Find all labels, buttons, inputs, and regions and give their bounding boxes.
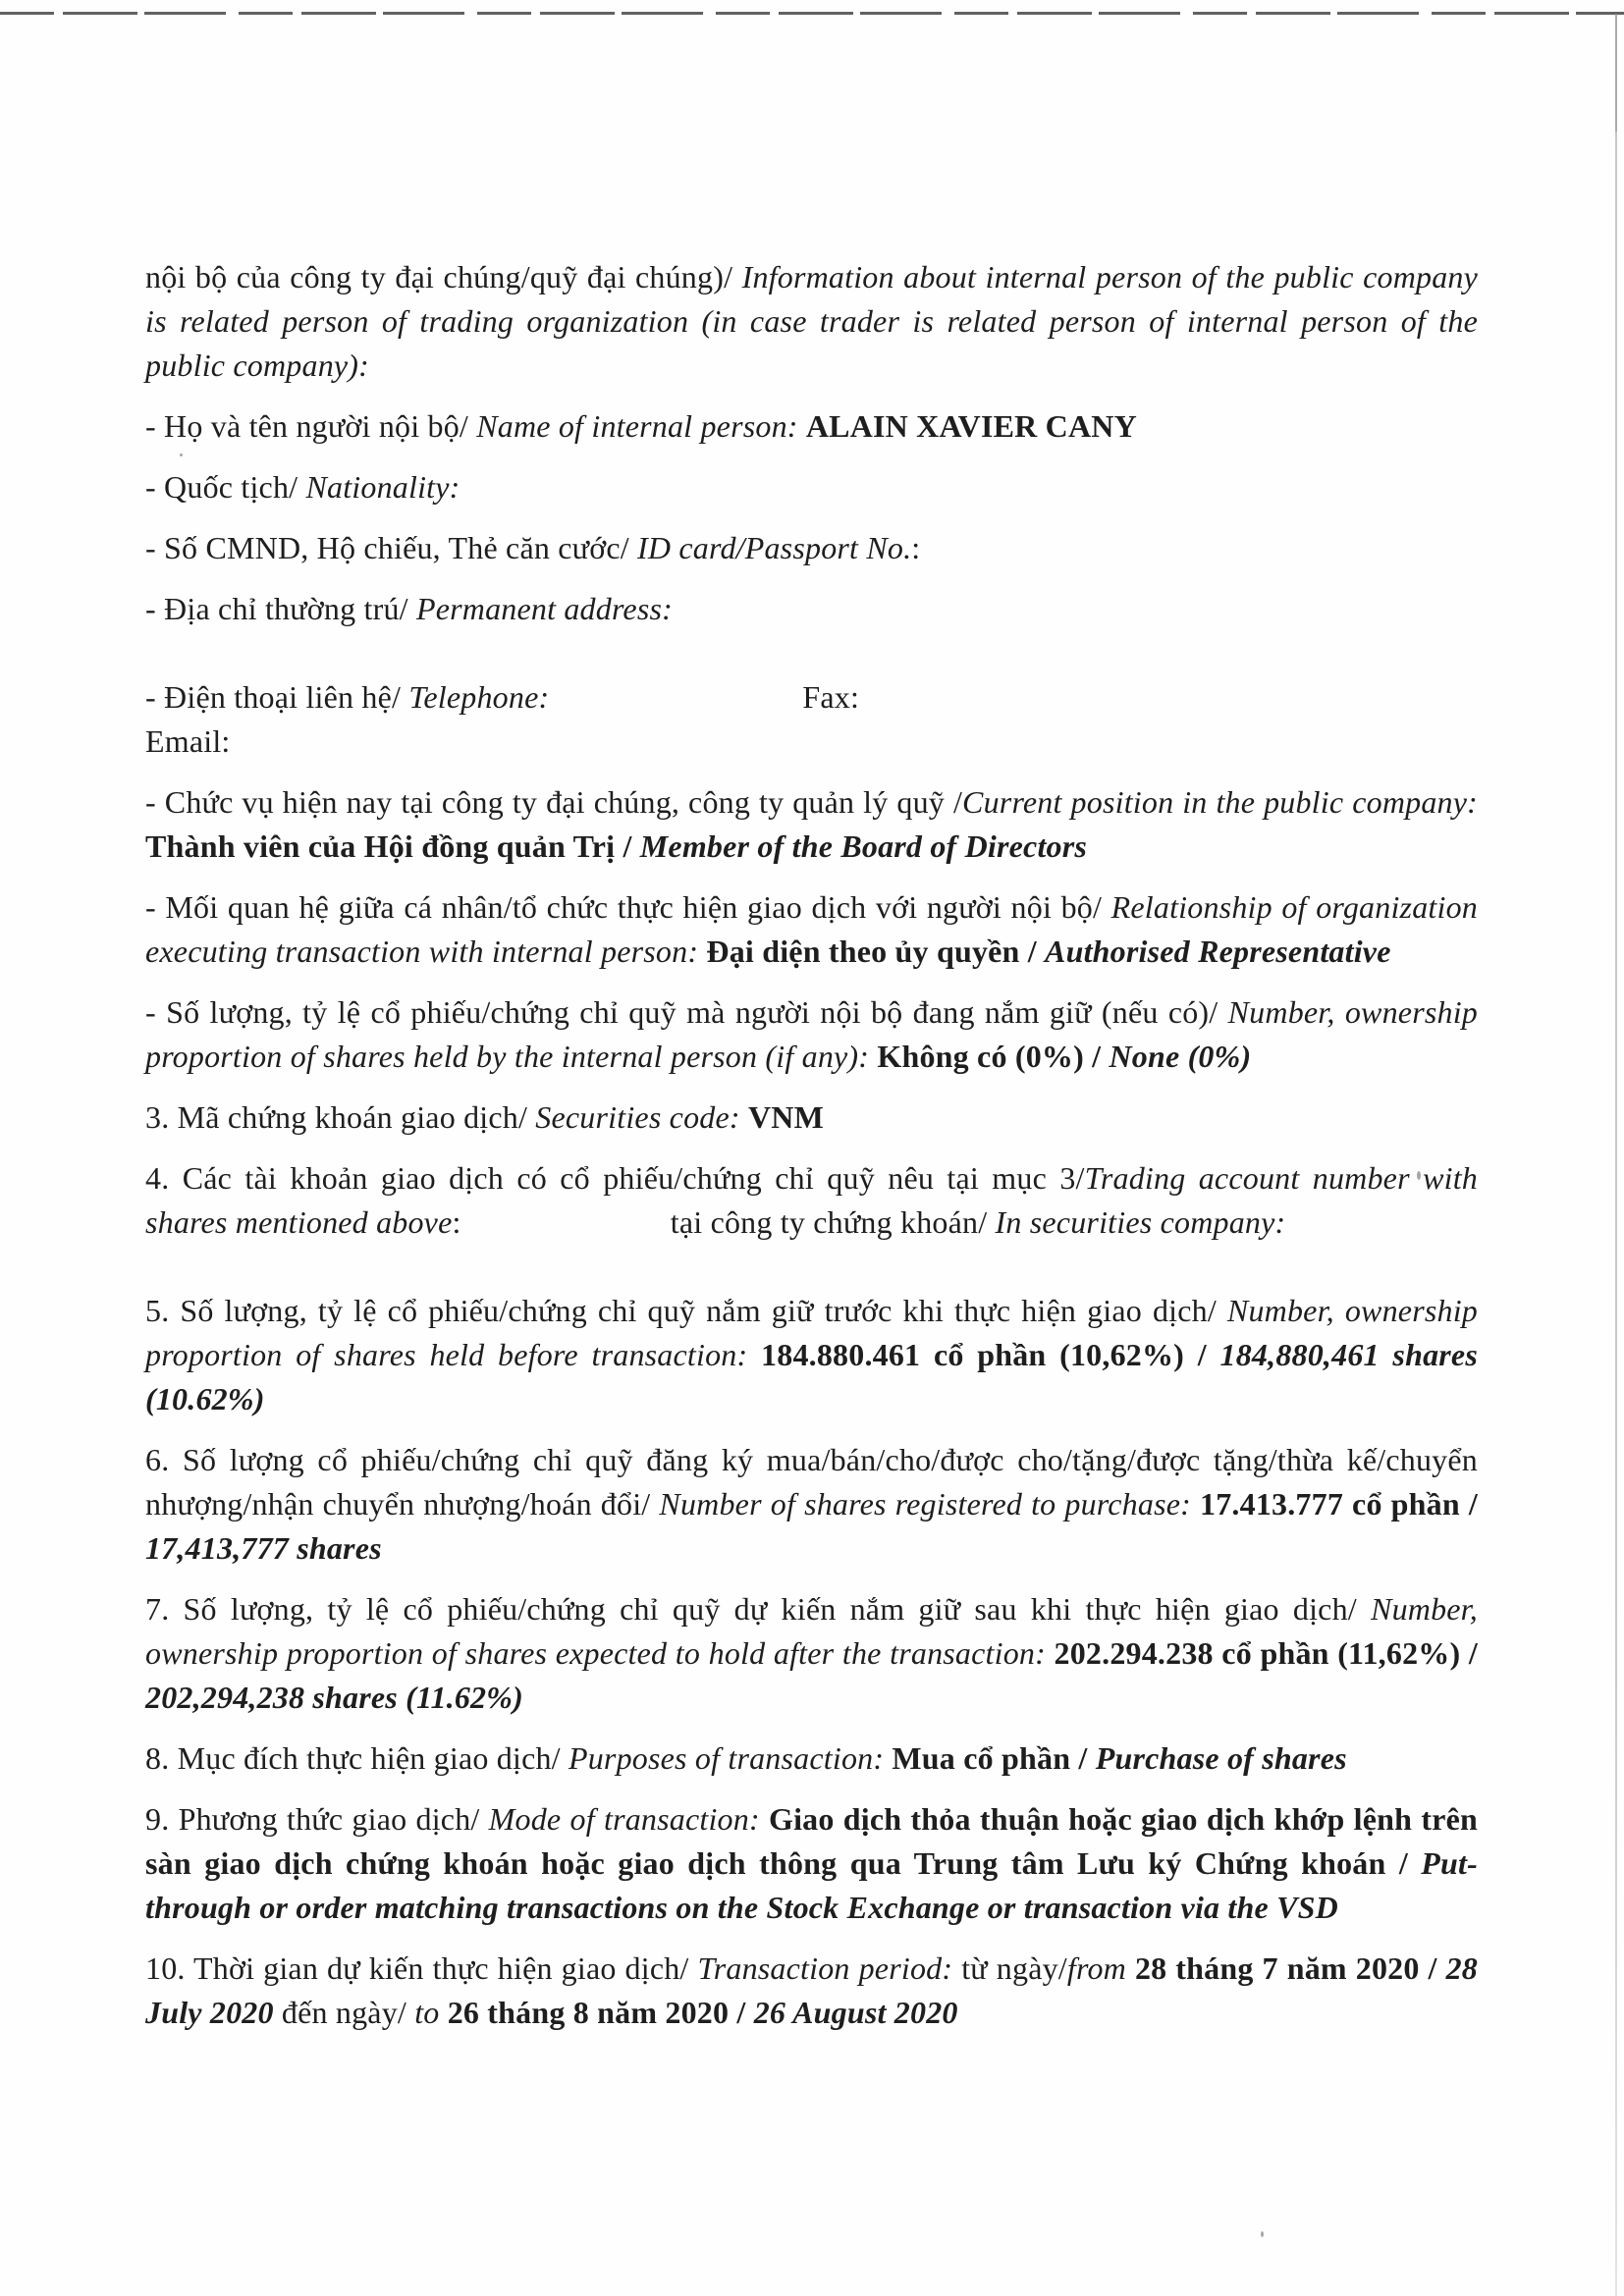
text-run: Name of internal person: — [476, 408, 806, 444]
text-run: 28 tháng 7 năm 2020 — [1134, 1950, 1420, 1986]
text-run: / — [1019, 934, 1046, 969]
text-run: 17,413,777 shares — [145, 1530, 382, 1566]
text-run: Mode of transaction: — [488, 1801, 769, 1837]
text-run: 202.294.238 cổ phần (11,62%) — [1054, 1635, 1461, 1671]
text-run: Permanent address: — [415, 591, 673, 626]
text-run: / — [1459, 1486, 1478, 1522]
text-run: - Mối quan hệ giữa cá nhân/tổ chức thực hiện giao dịch với người nội bộ/ — [145, 889, 1111, 925]
text-run: 26 tháng 8 năm 2020 — [447, 1995, 730, 2030]
scan-speck — [1261, 2231, 1264, 2237]
text-run: 10. Thời gian dự kiến thực hiện giao dịch/ — [145, 1950, 698, 1986]
text-run: 6. Số lượng cổ phiếu/chứng chỉ quỹ đăng ký mua/bán/cho/được cho/tặng/được tặng/thừa kế/chuyển nhượng/nhận chuyển nhượng/hoán đổi/ — [145, 1442, 1478, 1522]
text-run: / — [615, 828, 640, 864]
text-run: - Số lượng, tỷ lệ cổ phiếu/chứng chỉ quỹ mà người nội bộ đang nắm giữ (nếu có)/ — [145, 994, 1228, 1030]
text-run: Trading account number with shares mentioned above — [145, 1160, 1478, 1240]
text-run: từ ngày/ — [961, 1950, 1067, 1986]
text-run: Number, ownership proportion of shares expected to hold after the transaction: — [145, 1591, 1478, 1671]
field-internal-person-name — [145, 404, 1478, 449]
text-run: - Quốc tịch/ — [145, 469, 306, 505]
item-4-trading-account — [145, 1156, 1478, 1245]
text-run: to — [414, 1995, 448, 2030]
field-telephone-fax — [145, 675, 1478, 720]
inline-gap-spacer — [469, 1232, 671, 1233]
field-shares-held-by-internal-person — [145, 990, 1478, 1079]
item-10-transaction-period — [145, 1947, 1478, 2035]
text-run: - Địa chỉ thường trú/ — [145, 591, 416, 626]
text-run: Number, ownership proportion of shares held by the internal person (if any): — [145, 994, 1478, 1074]
item-3-securities-code — [145, 1095, 1478, 1140]
text-run: 3. Mã chứng khoán giao dịch/ — [145, 1099, 536, 1135]
text-run: VNM — [747, 1099, 824, 1135]
text-run: / — [1070, 1740, 1096, 1776]
text-run: ALAIN XAVIER CANY — [805, 408, 1137, 444]
text-run: 4. Các tài khoản giao dịch có cổ phiếu/chứng chỉ quỹ nêu tại mục 3/ — [145, 1160, 1085, 1196]
text-run: / — [1419, 1950, 1446, 1986]
text-run: Number of shares registered to purchase: — [659, 1486, 1201, 1522]
field-relationship — [145, 885, 1478, 974]
text-run: Email: — [145, 723, 231, 759]
text-run: Telephone: — [408, 679, 550, 715]
text-run: 7. Số lượng, tỷ lệ cổ phiếu/chứng chỉ quỹ dự kiến nắm giữ sau khi thực hiện giao dịch/ — [145, 1591, 1372, 1627]
item-7-shares-expected-after — [145, 1587, 1478, 1720]
text-run: : — [452, 1204, 469, 1240]
text-run: Purchase of shares — [1095, 1740, 1347, 1776]
text-run: ID card/Passport No. — [637, 530, 912, 565]
inline-gap-spacer — [549, 707, 802, 708]
text-run: from — [1066, 1950, 1135, 1986]
text-run: / — [1460, 1635, 1478, 1671]
text-run: 9. Phương thức giao dịch/ — [145, 1801, 489, 1837]
text-run: Member of the Board of Directors — [639, 828, 1088, 864]
item-5-shares-held-before — [145, 1289, 1478, 1421]
text-run: nội bộ của công ty đại chúng/quỹ đại chúng)/ — [145, 259, 742, 294]
text-run: tại công ty chứng khoán/ — [670, 1204, 996, 1240]
text-run: đến ngày/ — [273, 1995, 415, 2030]
text-run: Purposes of transaction: — [568, 1740, 893, 1776]
text-run: Giao dịch thỏa thuận hoặc giao dịch khớp lệnh trên sàn giao dịch chứng khoán hoặc giao dịch thông qua Trung tâm Lưu ký Chứng khoán — [145, 1801, 1479, 1881]
text-run: Authorised Representative — [1045, 934, 1391, 969]
item-9-mode — [145, 1797, 1478, 1930]
text-run: 28 July 2020 — [145, 1950, 1478, 2030]
text-run: Fax: — [802, 679, 860, 715]
text-run: / — [1385, 1845, 1422, 1881]
text-run: 184.880.461 cổ phần (10,62%) — [761, 1337, 1185, 1372]
text-run: Information about internal person of the public company is related person of trading organization (in case trader is related person of internal person of the public company): — [145, 259, 1479, 383]
field-permanent-address — [145, 587, 1478, 631]
text-run: 8. Mục đích thực hiện giao dịch/ — [145, 1740, 568, 1776]
text-run: Nationality: — [305, 469, 460, 505]
para-intro-continuation — [145, 255, 1478, 388]
text-run: - Họ và tên người nội bộ/ — [145, 408, 477, 444]
text-run: : — [911, 530, 921, 565]
field-email — [145, 720, 1478, 764]
text-run: 26 August 2020 — [753, 1995, 958, 2030]
text-run: 202,294,238 shares (11.62%) — [145, 1680, 523, 1715]
text-run: In securities company: — [995, 1204, 1286, 1240]
text-run: Không có (0%) — [877, 1039, 1084, 1074]
field-id-card-passport — [145, 526, 1478, 570]
text-run: Securities code: — [535, 1099, 748, 1135]
text-run: Đại diện theo ủy quyền — [706, 934, 1020, 969]
field-nationality — [145, 465, 1478, 509]
text-run: 5. Số lượng, tỷ lệ cổ phiếu/chứng chỉ quỹ nắm giữ trước khi thực hiện giao dịch/ — [145, 1293, 1227, 1328]
text-run: 17.413.777 cổ phần — [1200, 1486, 1460, 1522]
item-6-shares-registered — [145, 1438, 1478, 1571]
item-8-purpose — [145, 1736, 1478, 1781]
text-run: Transaction period: — [697, 1950, 962, 1986]
text-run: Relationship of organization executing transaction with internal person: — [145, 889, 1478, 969]
text-run: - Điện thoại liên hệ/ — [145, 679, 409, 715]
text-run: - Số CMND, Hộ chiếu, Thẻ căn cước/ — [145, 530, 638, 565]
text-run: None (0%) — [1109, 1039, 1252, 1074]
text-run: Thành viên của Hội đồng quản Trị — [145, 828, 616, 864]
text-run: Put-through or order matching transactions on the Stock Exchange or transaction via the VSD — [145, 1845, 1478, 1925]
text-run: - Chức vụ hiện nay tại công ty đại chúng, công ty quản lý quỹ / — [145, 784, 963, 820]
text-run: Number, ownership proportion of shares held before transaction: — [145, 1293, 1478, 1372]
text-run: / — [1083, 1039, 1110, 1074]
text-run: Mua cổ phần — [892, 1740, 1071, 1776]
field-current-position — [145, 780, 1478, 869]
text-run: / — [1184, 1337, 1220, 1372]
text-run: / — [729, 1995, 754, 2030]
text-run: 184,880,461 shares (10.62%) — [145, 1337, 1478, 1416]
text-run: Current position in the public company: — [962, 784, 1478, 820]
